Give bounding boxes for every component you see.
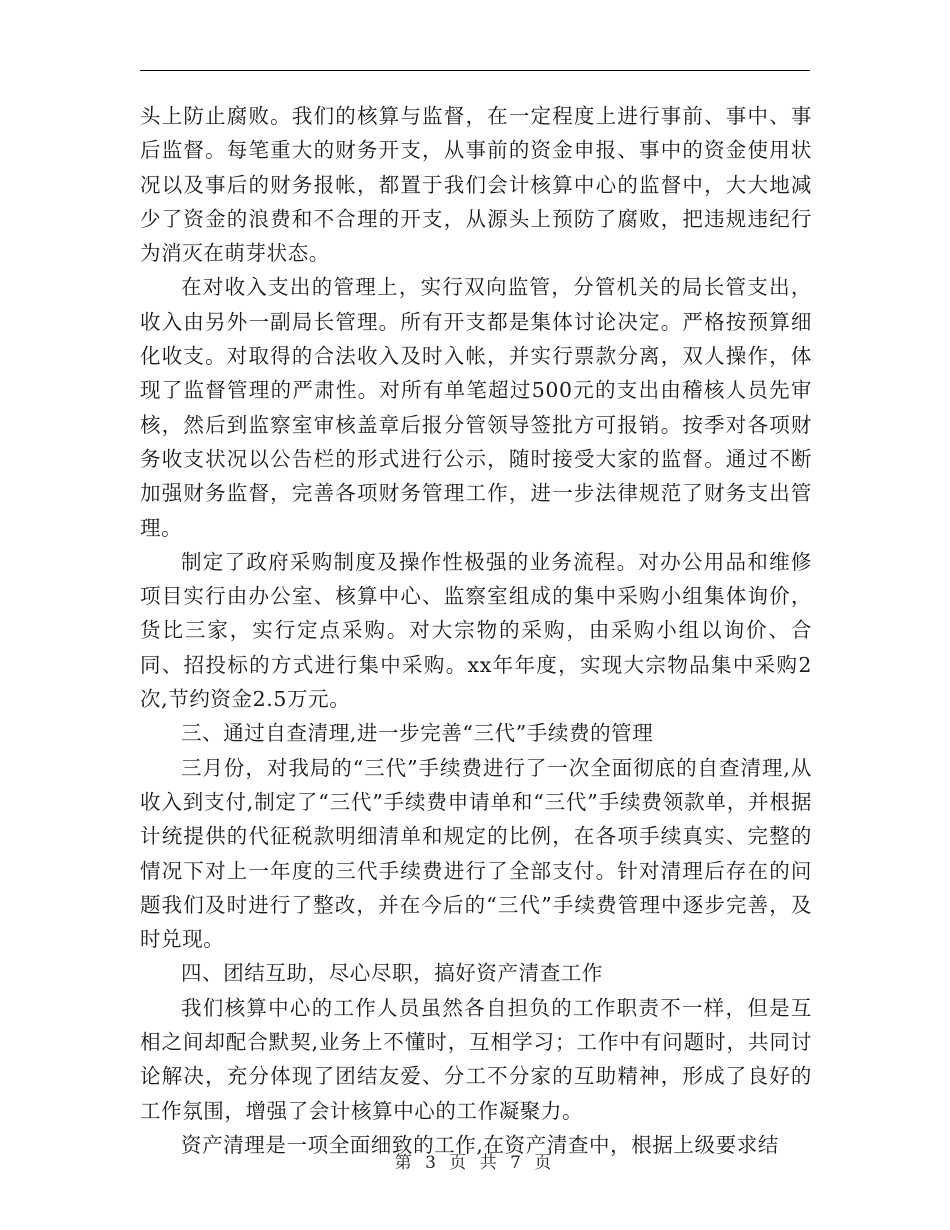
page-number-footer: 第 3 页 共 7 页 bbox=[394, 1153, 556, 1173]
header-rule bbox=[140, 70, 810, 71]
document-body bbox=[140, 99, 812, 1162]
paragraph-2: 在对收入支出的管理上，实行双向监管，分管机关的局长管支出，收入由另外一副局长管理。所有开支都是集体讨论决定。严格按预算细化收支。对取得的合法收入及时入帐，并实行票款分离，双人操作，体现了监督管理的严肃性。对所有单笔超过500元的支出由稽核人员先审核，然后到监察室审核盖章后报分管领导签批方可报销。按季对各项财务收支状况以公告栏的形式进行公示，随时接受大家的监督。通过不断加强财务监督，完善各项财务管理工作，进一步法律规范了财务支出管理。 bbox=[140, 275, 812, 540]
paragraph-5: 我们核算中心的工作人员虽然各自担负的工作职责不一样，但是互相之间却配合默契,业务上不懂时，互相学习；工作中有问题时，共同讨论解决，充分体现了团结友爱、分工不分家的互助精神，形成了良好的工作氛围，增强了会计核算中心的工作凝聚力。 bbox=[140, 995, 812, 1123]
section-heading-3: 三、通过自查清理,进一步完善“三代”手续费的管理 bbox=[181, 721, 654, 746]
paragraph-3: 制定了政府采购制度及操作性极强的业务流程。对办公用品和维修项目实行由办公室、核算中心、监察室组成的集中采购小组集体询价，货比三家，实行定点采购。对大宗物的采购，由采购小组以询价、合同、招投标的方式进行集中采购。xx年年度，实现大宗物品集中采购2次,节约资金2.5万元。 bbox=[140, 549, 812, 712]
paragraph-6: 资产清理是一项全面细致的工作,在资产清查中，根据上级要求结 bbox=[181, 1132, 779, 1157]
section-heading-4: 四、团结互助，尽心尽职，搞好资产清查工作 bbox=[181, 961, 603, 986]
paragraph-4: 三月份，对我局的“三代”手续费进行了一次全面彻底的自查清理,从收入到支付,制定了“三代”手续费申请单和“三代”手续费领款单，并根据计统提供的代征税款明细清单和规定的比例，在各项手续真实、完整的情况下对上一年度的三代手续费进行了全部支付。针对清理后存在的问题我们及时进行了整改，并在今后的“三代”手续费管理中逐步完善，及时兑现。 bbox=[140, 755, 812, 952]
paragraph-1: 头上防止腐败。我们的核算与监督，在一定程度上进行事前、事中、事后监督。每笔重大的财务开支，从事前的资金申报、事中的资金使用状况以及事后的财务报帐，都置于我们会计核算中心的监督中，大大地减少了资金的浪费和不合理的开支，从源头上预防了腐败，把违规违纪行为消灭在萌芽状态。 bbox=[140, 104, 812, 266]
